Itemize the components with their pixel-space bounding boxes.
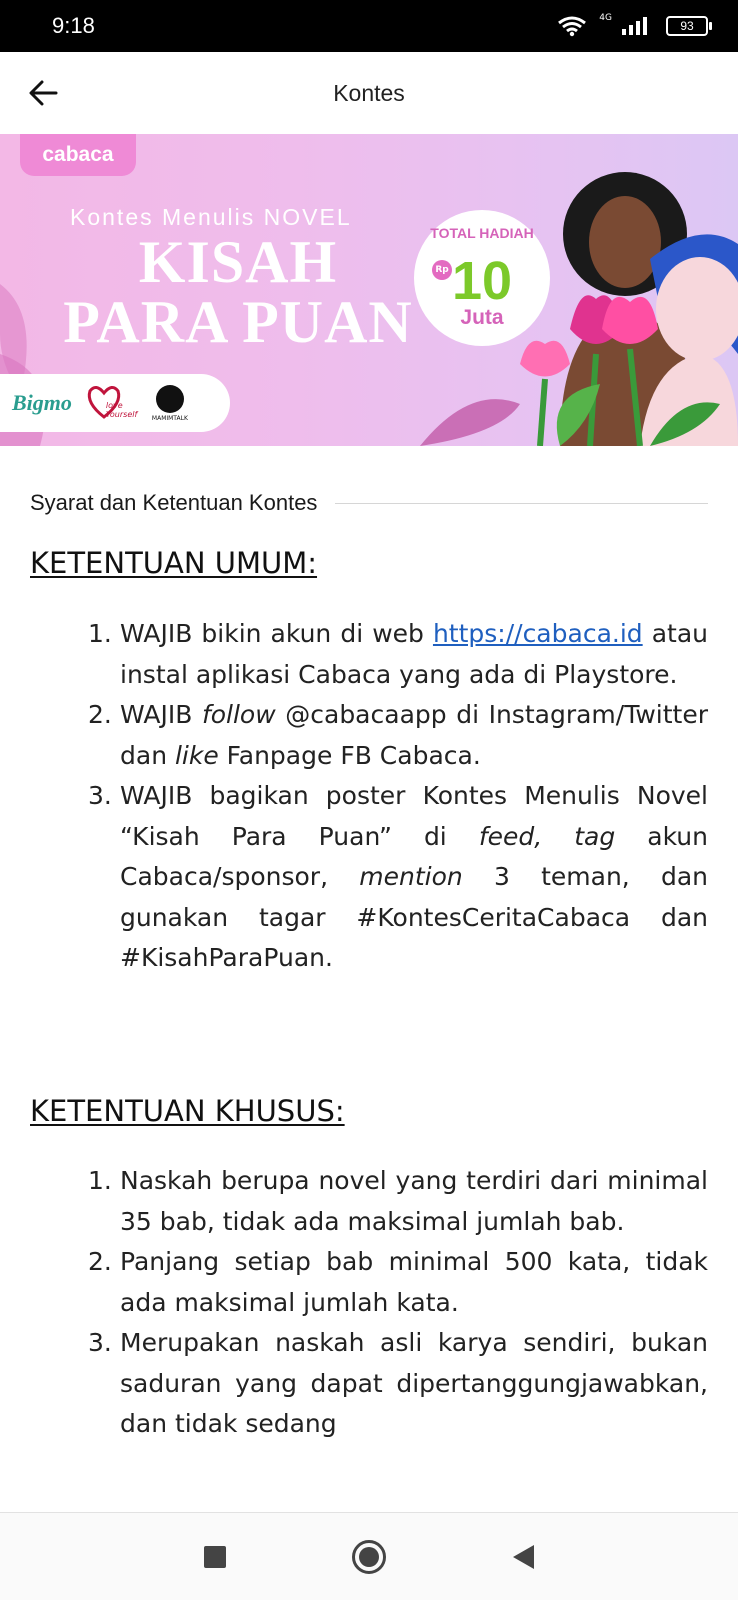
prize-amount: 10	[451, 251, 513, 311]
back-triangle-icon	[510, 1543, 536, 1571]
arrow-left-icon	[28, 80, 58, 106]
list-ketentuan-umum	[88, 614, 708, 979]
section-title: Syarat dan Ketentuan Kontes	[30, 490, 318, 515]
list-ketentuan-khusus	[88, 1161, 708, 1445]
sponsor-logos	[0, 374, 230, 432]
brand-logo: cabaca	[20, 134, 136, 176]
wifi-icon	[557, 15, 587, 37]
back-button[interactable]	[22, 72, 64, 114]
cabaca-link[interactable]: https://cabaca.id	[432, 619, 643, 648]
sponsor-mamimtalk-logo: MAMIMTALK	[152, 385, 188, 422]
list-item: 3. Merupakan naskah asli karya sendiri, bukan saduran yang dapat dipertanggungjawabkan, dan tidak sedang	[88, 1328, 708, 1438]
list-item: 1. WAJIB bikin akun di web https://cabaca.id atau instal aplikasi Cabaca yang ada di Playstore.	[88, 619, 708, 689]
list-item: 1. Naskah berupa novel yang terdiri dari minimal 35 bab, tidak ada maksimal jumlah bab.	[88, 1166, 708, 1236]
list-item: 3. WAJIB bagikan poster Kontes Menulis Novel “Kisah Para Puan” di feed, tag akun Cabaca/sponsor, mention 3 teman, dan gunakan tagar #KontesCeritaCabaca dan #KisahParaPuan.	[88, 781, 708, 972]
prize-label: TOTAL HADIAH	[430, 225, 534, 241]
sponsor-love-yourself-logo: love Yourself	[84, 381, 140, 425]
heading-ketentuan-khusus: KETENTUAN KHUSUS:	[30, 1094, 345, 1128]
list-item: 2. Panjang setiap bab minimal 500 kata, tidak ada maksimal jumlah kata.	[88, 1247, 708, 1317]
battery-icon	[666, 16, 712, 36]
home-button[interactable]	[347, 1535, 391, 1579]
status-time: 9:18	[52, 13, 95, 38]
prize-badge	[414, 210, 550, 346]
recents-button[interactable]	[193, 1535, 237, 1579]
prize-unit: Juta	[460, 306, 504, 329]
network-type: 4G	[599, 12, 612, 23]
system-nav-bar	[0, 1512, 738, 1600]
section-divider	[335, 503, 708, 504]
page-title: Kontes	[333, 79, 405, 106]
home-circle-icon	[351, 1539, 387, 1575]
recents-square-icon	[203, 1545, 227, 1569]
contest-banner[interactable]	[0, 134, 738, 446]
face-icon	[156, 385, 184, 413]
list-item: 2. WAJIB follow @cabacaapp di Instagram/Twitter dan like Fanpage FB Cabaca.	[88, 700, 708, 770]
banner-title: KISAH PARA PUAN	[63, 229, 413, 355]
banner-subtitle: Kontes Menulis NOVEL	[70, 204, 352, 230]
app-bar	[0, 52, 738, 134]
status-bar	[0, 0, 738, 52]
nav-back-button[interactable]	[501, 1535, 545, 1579]
signal-icon	[620, 15, 654, 37]
sponsor-bigmo-logo: Bigmo	[12, 390, 72, 415]
prize-currency: Rp	[432, 260, 452, 280]
status-icons	[557, 12, 712, 37]
section-header	[30, 490, 708, 516]
heading-ketentuan-umum: KETENTUAN UMUM:	[30, 546, 318, 580]
battery-level: 93	[680, 19, 694, 33]
